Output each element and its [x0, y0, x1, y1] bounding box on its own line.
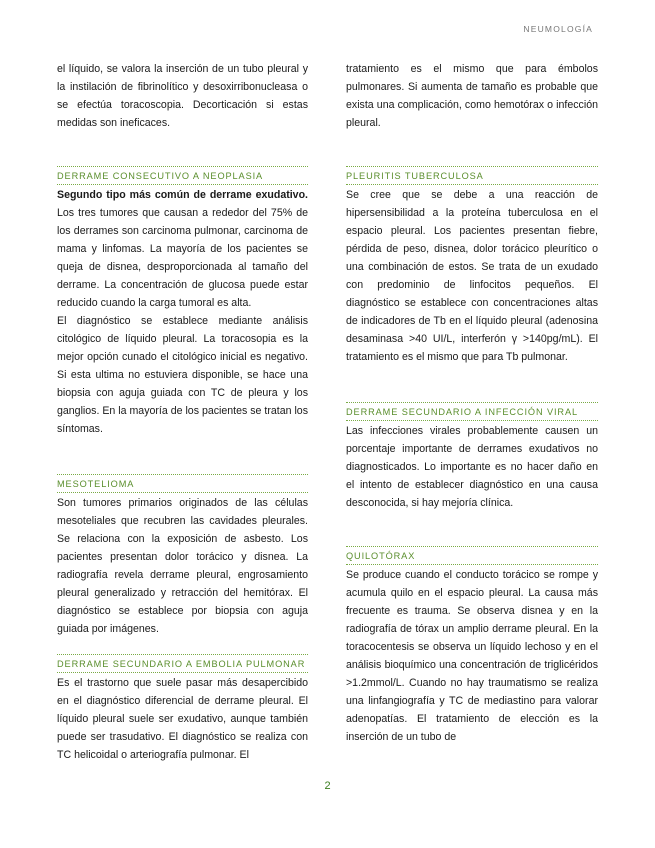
right-column	[346, 60, 598, 743]
quilotorax-paragraph: Se produce cuando el conducto torácico se rompe y acumula quilo en el espacio pleural. La causa más frecuente es trauma. Se observa disnea y en la radiografía de tórax un amplio derrame pleural. En la toracocentesis se observa un líquido lechoso y en el análisis bioquímico una concentración de triglicéridos >1.2mmol/L. Cuando no hay traumatismo se realiza una linfangiografía y TC de mediastino para valorar adenopatías. El tratamiento de elección es la inserción de un tubo de	[346, 569, 598, 743]
section-heading-mesotelioma: MESOTELIOMA	[57, 474, 308, 493]
section-neoplasia	[57, 166, 308, 438]
neoplasia-lead: Segundo tipo más común de derrame exudativo.	[57, 189, 308, 201]
running-header: NEUMOLOGÍA	[523, 24, 593, 34]
section-embolia	[57, 654, 308, 764]
section-quilotorax	[346, 546, 598, 746]
section-heading-embolia: DERRAME SECUNDARIO A EMBOLIA PULMONAR	[57, 654, 308, 673]
section-mesotelioma	[57, 474, 308, 638]
page-number: 2	[324, 780, 331, 792]
neoplasia-body: Los tres tumores que causan a rededor del 75% de los derrames son carcinoma pulmonar, carcinoma de mama y linfomas. La mayoría de los pacientes se queja de disnea, desproporcionada al tamaño del derrame. La concentración de glucosa puede estar reducido cuando la carga tumoral es alta.	[57, 207, 308, 309]
section-heading-quilotorax: QUILOTÓRAX	[346, 546, 598, 565]
neoplasia-paragraph-2: El diagnóstico se establece mediante análisis citológico de líquido pleural. La toracosopia es la mejor opción cunado el citológico inicial es negativo. Si esta ultima no estuviera disponible, se hace una biopsia con aguja guiada con TC de pleura y los ganglios. En la mayoría de los pacientes se tratan los síntomas.	[57, 315, 308, 435]
viral-paragraph: Las infecciones virales probablemente causen un porcentaje importante de derrames exudativos no diagnosticados. Lo importante es no hacer daño en el intento de establecer diagnóstico en una causa desconocida, si hay mejoría clínica.	[346, 425, 598, 509]
section-heading-neoplasia: DERRAME CONSECUTIVO A NEOPLASIA	[57, 166, 308, 185]
left-column	[57, 60, 308, 761]
intro-paragraph-left: el líquido, se valora la inserción de un tubo pleural y la instilación de fibrinolítico y desoxirribonucleasa o se efectúa toracoscopia. Decorticación si estas medidas son ineficaces.	[57, 63, 308, 129]
intro-paragraph-right: tratamiento es el mismo que para émbolos pulmonares. Si aumenta de tamaño es probable que exista una complicación, como hemotórax o infección pleural.	[346, 63, 598, 129]
section-viral	[346, 402, 598, 512]
section-heading-tuberculosa: PLEURITIS TUBERCULOSA	[346, 166, 598, 185]
neoplasia-paragraph-1	[57, 186, 308, 312]
section-tuberculosa	[346, 166, 598, 366]
embolia-paragraph: Es el trastorno que suele pasar más desapercibido en el diagnóstico diferencial de derrame pleural. El líquido pleural suele ser exudativo, aunque también puede ser trasudativo. El diagnóstico se realiza con TC helicoidal o arteriografía pulmonar. El	[57, 677, 308, 761]
tuberculosa-paragraph: Se cree que se debe a una reacción de hipersensibilidad a la proteína tuberculosa en el espacio pleural. Los pacientes presentan fiebre, pérdida de peso, disnea, dolor torácico pleurítico o una combinación de estos. Se trata de un exudado con predominio de linfocitos pequeños. El diagnóstico se establece con concentraciones altas de indicadores de Tb en el líquido pleural (adenosina desaminasa >40 UI/L, interferón γ >140pg/mL). El tratamiento es el mismo que para Tb pulmonar.	[346, 189, 598, 363]
mesotelioma-paragraph: Son tumores primarios originados de las células mesoteliales que recubren las cavidades pleurales. Se relaciona con la exposición de asbesto. Los pacientes presentan dolor torácico y disnea. La radiografía revela derrame pleural, engrosamiento pleural generalizado y retracción del hemitórax. El diagnóstico se establece por biopsia con aguja guiada por imágenes.	[57, 497, 308, 635]
section-heading-viral: DERRAME SECUNDARIO A INFECCIÓN VIRAL	[346, 402, 598, 421]
